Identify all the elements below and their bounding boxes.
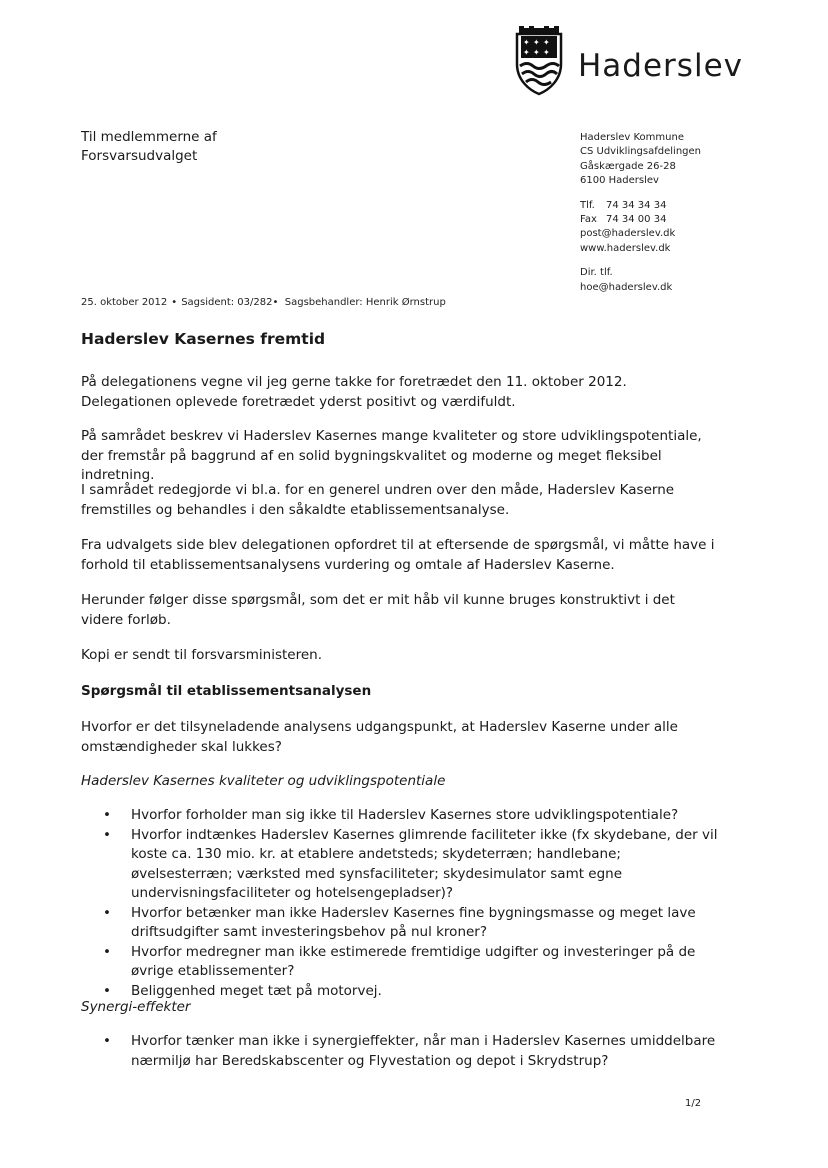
sender-dept: CS Udviklingsafdelingen bbox=[580, 146, 701, 158]
page-number: 1/2 bbox=[685, 1098, 702, 1109]
sender-street: Gåskærgade 26-28 bbox=[580, 160, 676, 172]
body-paragraph: På delegationens vegne vil jeg gerne takke for foretrædet den 11. oktober 2012. Delegationen oplevede foretrædet yderst positivt og værdifuldt. bbox=[81, 374, 627, 410]
list-item-text: Hvorfor indtænkes Haderslev Kasernes glimrende faciliteter ikke (fx skydebane, der vil koste ca. 130 mio. kr. at etablere andetsteds; skydeterræn; handlebane; øvelsesterræn; værksted med synsfaciliteter; skydesimulator samt egne undervisningsfaciliteter og hotelsengepladser)? bbox=[131, 826, 718, 901]
case-id: Sagsident: 03/282• bbox=[181, 297, 279, 308]
sender-fax-row bbox=[580, 213, 701, 227]
sender-email[interactable]: post@haderslev.dk bbox=[580, 228, 676, 240]
body-paragraph: På samrådet beskrev vi Haderslev Kasernes mange kvaliteter og store udviklingspotentiale, der fremstår på baggrund af en solid bygningskvalitet og moderne og meget fleksibel indretning. bbox=[81, 428, 702, 483]
bullet-icon: • bbox=[103, 826, 111, 843]
sender-city: 6100 Haderslev bbox=[580, 175, 659, 187]
bullet-list bbox=[81, 1032, 721, 1071]
bullet-list bbox=[81, 806, 721, 1001]
list-item-text: Hvorfor betænker man ikke Haderslev Kasernes fine bygningsmasse og meget lave driftsudgifter samt investeringsbehov på nul kroner? bbox=[131, 904, 696, 940]
bullet-icon: • bbox=[103, 807, 111, 823]
body-paragraph: Kopi er sendt til forsvarsministeren. bbox=[81, 647, 323, 663]
svg-text:✦: ✦ bbox=[543, 38, 550, 47]
body-paragraph: I samrådet redegjorde vi bl.a. for en generel undren over den måde, Haderslev Kaserne fremstilles og behandles i den såkaldte etablissementsanalyse. bbox=[81, 482, 675, 518]
svg-text:✦: ✦ bbox=[523, 48, 530, 57]
question-intro: Hvorfor er det tilsyneladende analysens udgangspunkt, at Haderslev Kaserne under alle omstændigheder skal lukkes? bbox=[81, 719, 678, 755]
recipient-block bbox=[81, 128, 217, 166]
svg-text:✦: ✦ bbox=[533, 48, 540, 57]
separator-bullet: • bbox=[171, 297, 178, 308]
haderslev-crest-icon bbox=[513, 26, 565, 96]
fax-value: 74 34 00 34 bbox=[606, 214, 667, 226]
list-item bbox=[81, 904, 721, 943]
subsection-heading: Haderslev Kasernes kvaliteter og udviklingspotentiale bbox=[81, 773, 446, 789]
fax-label: Fax bbox=[580, 214, 597, 226]
list-item bbox=[81, 806, 721, 826]
haderslev-logo bbox=[513, 26, 763, 98]
phone-value: 74 34 34 34 bbox=[606, 199, 667, 211]
sender-website[interactable]: www.haderslev.dk bbox=[580, 242, 671, 254]
list-item bbox=[81, 943, 721, 982]
svg-text:✦: ✦ bbox=[523, 38, 530, 47]
subsection-heading: Synergi-effekter bbox=[81, 999, 191, 1015]
list-item-text: Hvorfor tænker man ikke i synergieffekter, når man i Haderslev Kasernes umiddelbare nærmiljø har Beredskabscenter og Flyvestation og depot i Skrydstrup? bbox=[131, 1033, 716, 1069]
phone-label: Tlf. bbox=[580, 199, 595, 211]
letter-title: Haderslev Kasernes fremtid bbox=[81, 330, 326, 348]
sender-org: Haderslev Kommune bbox=[580, 132, 684, 143]
list-item bbox=[81, 826, 721, 904]
direct-phone-label: Dir. tlf. bbox=[580, 267, 613, 279]
bullet-icon: • bbox=[103, 982, 111, 999]
case-handler: Sagsbehandler: Henrik Ørnstrup bbox=[284, 297, 446, 308]
body-paragraph: Fra udvalgets side blev delegationen opfordret til at eftersende de spørgsmål, vi måtte have i forhold til etablissementsanalysens vurdering og omtale af Haderslev Kaserne. bbox=[81, 537, 715, 573]
sender-block bbox=[580, 131, 701, 295]
recipient-line: Forsvarsudvalget bbox=[81, 148, 198, 164]
sender-phone-row bbox=[580, 199, 701, 213]
list-item-text: Hvorfor medregner man ikke estimerede fremtidige udgifter og investeringer på de øvrige etablissementer? bbox=[131, 943, 696, 979]
bullet-icon: • bbox=[103, 943, 111, 960]
brand-name: Haderslev bbox=[578, 48, 743, 84]
list-item-text: Hvorfor forholder man sig ikke til Haderslev Kasernes store udviklingspotentiale? bbox=[131, 807, 679, 823]
svg-text:✦: ✦ bbox=[543, 48, 550, 57]
list-item-text: Beliggenhed meget tæt på motorvej. bbox=[131, 982, 382, 999]
list-item bbox=[81, 1032, 721, 1071]
letter-date: 25. oktober 2012 bbox=[81, 297, 168, 308]
recipient-line: Til medlemmerne af bbox=[81, 129, 217, 145]
section-heading: Spørgsmål til etablissementsanalysen bbox=[81, 683, 372, 699]
case-meta-line bbox=[81, 297, 446, 308]
direct-email[interactable]: hoe@haderslev.dk bbox=[580, 281, 673, 293]
bullet-icon: • bbox=[103, 904, 111, 921]
body-paragraph: Herunder følger disse spørgsmål, som det er mit håb vil kunne bruges konstruktivt i det videre forløb. bbox=[81, 592, 675, 628]
bullet-icon: • bbox=[103, 1033, 111, 1049]
svg-text:✦: ✦ bbox=[533, 38, 540, 47]
